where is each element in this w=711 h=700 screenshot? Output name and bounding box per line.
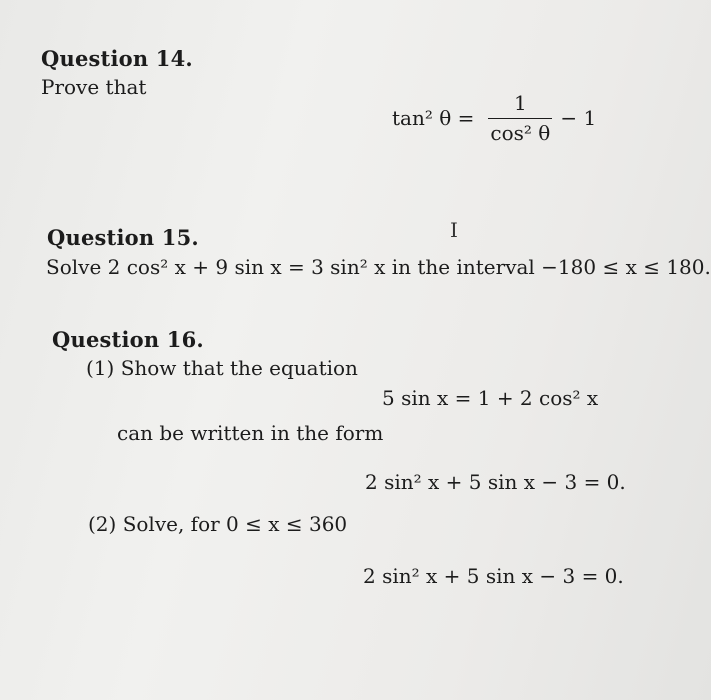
question-16-form-text: can be written in the form — [117, 421, 384, 445]
fraction — [488, 91, 552, 145]
question-14-title: Question 14. — [41, 46, 193, 71]
question-15-line — [46, 255, 711, 279]
question-14-equation — [392, 91, 596, 145]
question-15-interval: −180 ≤ x ≤ 180. — [541, 255, 711, 279]
equation-rhs-tail: − 1 — [560, 106, 597, 130]
text-cursor-icon: I — [450, 218, 458, 242]
question-15-prefix: Solve — [46, 255, 102, 279]
question-16-part1-text: (1) Show that the equation — [86, 356, 358, 380]
question-16-part2-text: (2) Solve, for 0 ≤ x ≤ 360 — [88, 512, 348, 536]
question-16-title: Question 16. — [52, 327, 204, 352]
question-15-interval-text: in the interval — [391, 255, 535, 279]
fraction-denominator: cos² θ — [490, 121, 551, 145]
question-15-title: Question 15. — [47, 225, 199, 250]
question-15-equation: 2 cos² x + 9 sin x = 3 sin² x — [107, 255, 386, 279]
fraction-numerator: 1 — [514, 91, 527, 115]
question-16-form-equation: 2 sin² x + 5 sin x − 3 = 0. — [365, 470, 626, 494]
question-14-prompt: Prove that — [41, 75, 147, 99]
equation-lhs: tan² θ = — [392, 106, 475, 130]
question-16-part1-equation: 5 sin x = 1 + 2 cos² x — [382, 386, 599, 410]
question-16-part2-equation: 2 sin² x + 5 sin x − 3 = 0. — [363, 564, 624, 588]
